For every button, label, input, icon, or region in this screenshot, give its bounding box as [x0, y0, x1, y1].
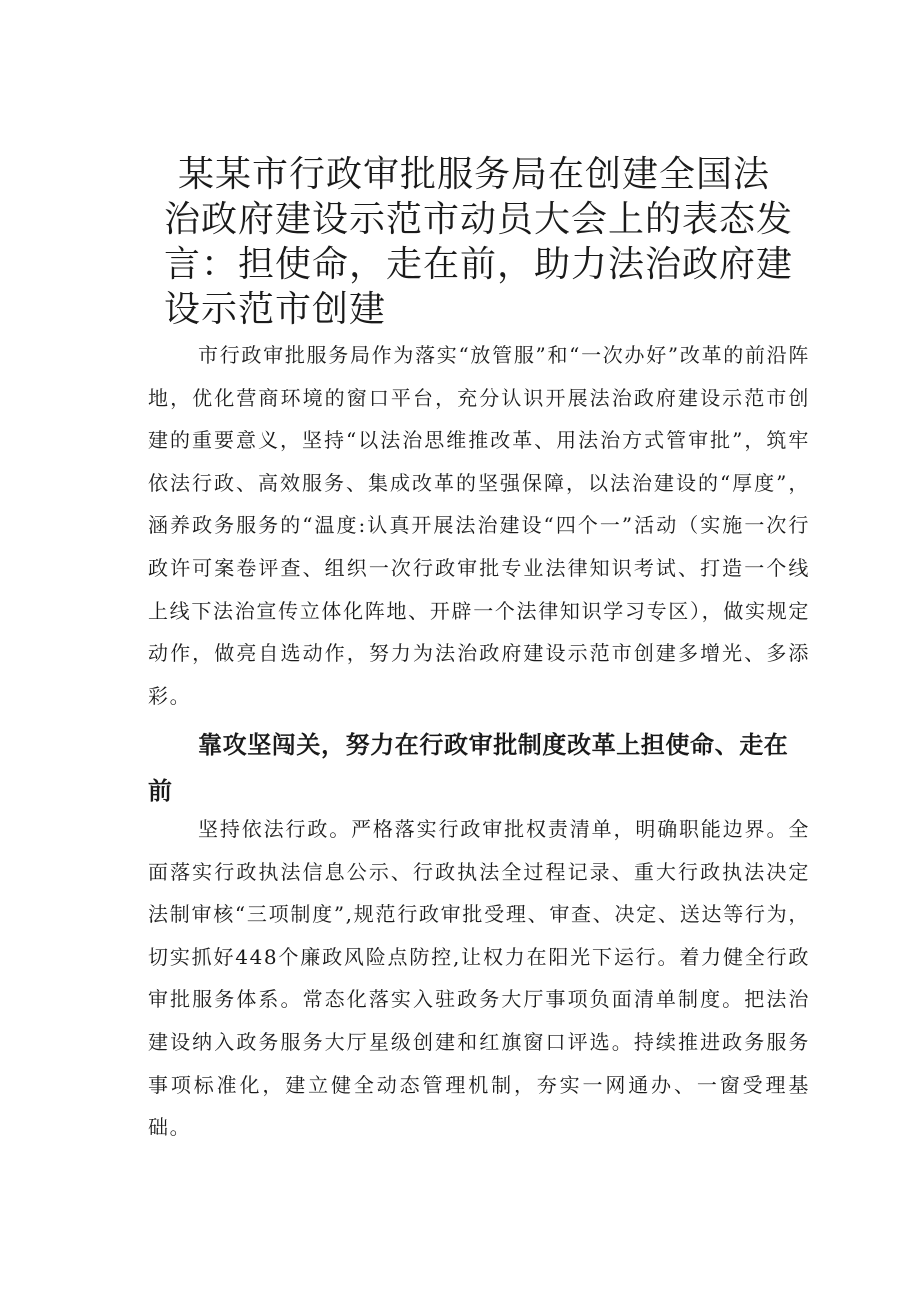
body-paragraph-1: 市行政审批服务局作为落实“放管服”和“一次办好”改革的前沿阵地，优化营商环境的窗口平台，充分认识开展法治政府建设示范市创建的重要意义，坚持“以法治思维推改革、用法治方式管审批”，筑牢依法行政、高效服务、集成改革的坚强保障，以法治建设的“厚度”，涵养政务服务的“温度:认真开展法治建设“四个一”活动（实施一次行政许可案卷评查、组织一次行政审批专业法律知识考试、打造一个线上线下法治宣传立体化阵地、开辟一个法律知识学习专区），做实规定动作，做亮自选动作，努力为法治政府建设示范市创建多增光、多添彩。	[148, 343, 810, 708]
body-paragraph-2: 坚持依法行政。严格落实行政审批权责清单，明确职能边界。全面落实行政执法信息公示、行政执法全过程记录、重大行政执法决定法制审核“三项制度”,规范行政审批受理、审查、决定、送达等行为，切实抓好448个廉政风险点防控,让权力在阳光下运行。着力健全行政审批服务体系。常态化落实入驻政务大厅事项负面清单制度。把法治建设纳入政务服务大厅星级创建和红旗窗口评选。持续推进政务服务事项标准化，建立健全动态管理机制，夯实一网通办、一窗受理基础。	[148, 817, 810, 1140]
section-heading: 靠攻坚闯关，努力在行政审批制度改革上担使命、走在前	[148, 731, 789, 805]
document-title: 某某市行政审批服务局在创建全国法治政府建设示范市动员大会上的表态发言：担使命，走在前，助力法治政府建设示范市创建	[164, 154, 794, 330]
